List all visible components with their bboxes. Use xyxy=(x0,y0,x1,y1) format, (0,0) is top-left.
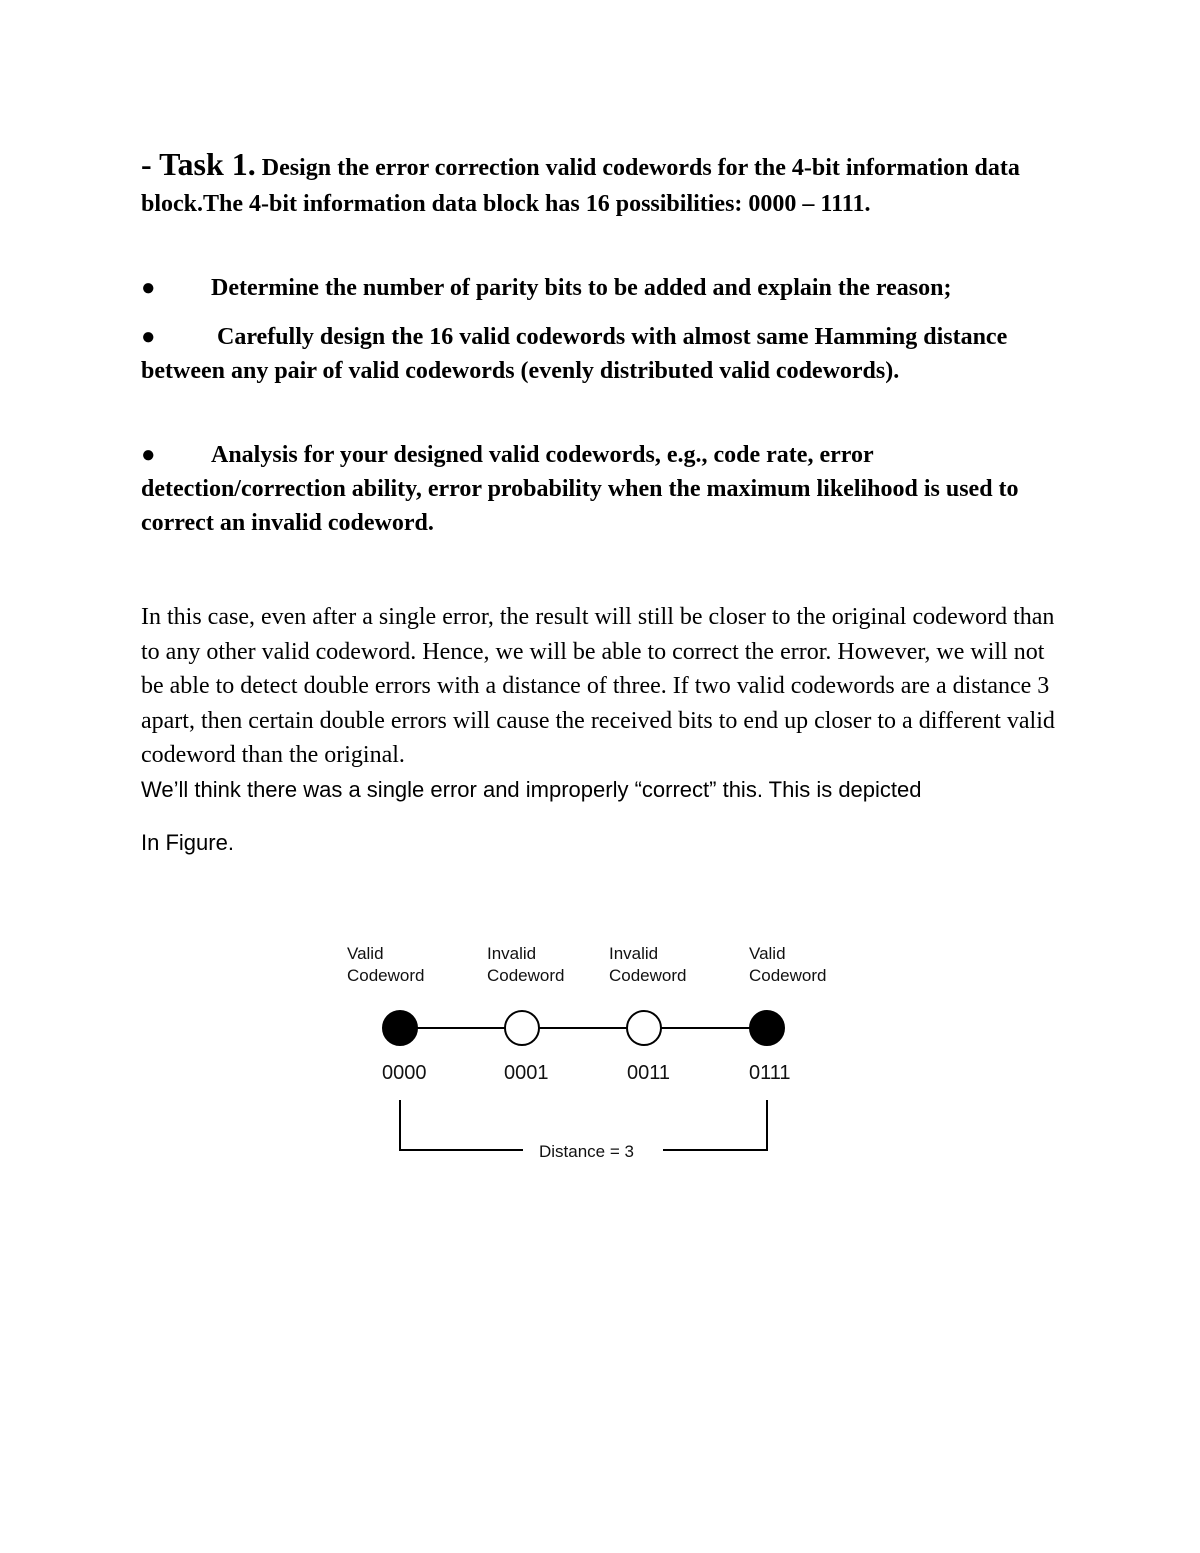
invalid-codeword-dot xyxy=(627,1011,661,1045)
node-code: 0001 xyxy=(504,1062,549,1084)
bullet-marker: ● xyxy=(141,442,156,468)
bullet-text: Determine the number of parity bits to be added and explain the reason; xyxy=(211,275,952,301)
node-label-line1: Invalid xyxy=(487,944,537,963)
node-label-line1: Invalid xyxy=(609,944,659,963)
distance-label: Distance = 3 xyxy=(539,1142,634,1161)
bullet-text: Analysis for your designed valid codewords, e.g., code rate, error detection/correction ability, error probability when the maximum likelihood is used to correct an invalid codeword. xyxy=(141,442,1019,536)
body-paragraph: In this case, even after a single error, the result will still be closer to the original codeword than to any other valid codeword. Hence, we will be able to correct the error. However, we will not be able to detect double errors with a distance of three. If two valid codewords are a distance 3 apart, then certain double errors will cause the received bits to end up closer to a different valid codeword than the original. xyxy=(141,604,1055,768)
node-label-line2: Codeword xyxy=(347,966,425,985)
node-label-line1: Valid xyxy=(347,944,384,963)
valid-codeword-dot xyxy=(750,1011,784,1045)
bullet-item-1 xyxy=(141,271,1071,305)
node-label-line2: Codeword xyxy=(609,966,687,985)
node-3 xyxy=(749,944,827,1084)
node-code: 0111 xyxy=(749,1062,791,1084)
node-label-line2: Codeword xyxy=(487,966,565,985)
node-2 xyxy=(609,944,687,1084)
node-label-line2: Codeword xyxy=(749,966,827,985)
body-line-sans: We’ll think there was a single error and improperly “correct” this. This is depicted xyxy=(141,777,922,802)
node-0 xyxy=(347,944,427,1084)
node-code: 0011 xyxy=(627,1062,671,1084)
task-heading xyxy=(141,146,1071,222)
body-line-figure-ref: In Figure. xyxy=(141,830,234,855)
bullet-marker: ● xyxy=(141,275,156,301)
node-1 xyxy=(487,944,565,1084)
bullet-item-3 xyxy=(141,438,1071,540)
bullet-item-2 xyxy=(141,320,1071,388)
task-text: Design the error correction valid codewords for the 4-bit information data block.The 4-bit information data block has 16 possibilities: 0000 – 1111. xyxy=(141,155,1020,217)
node-code: 0000 xyxy=(382,1062,427,1084)
valid-codeword-dot xyxy=(383,1011,417,1045)
invalid-codeword-dot xyxy=(505,1011,539,1045)
bullet-marker: ● xyxy=(141,324,156,350)
task-prefix: - Task 1. xyxy=(141,146,256,182)
codeword-distance-figure xyxy=(330,930,860,1170)
node-label-line1: Valid xyxy=(749,944,786,963)
bullet-text: Carefully design the 16 valid codewords with almost same Hamming distance between any pair of valid codewords (evenly distributed valid codewords). xyxy=(141,324,1008,384)
